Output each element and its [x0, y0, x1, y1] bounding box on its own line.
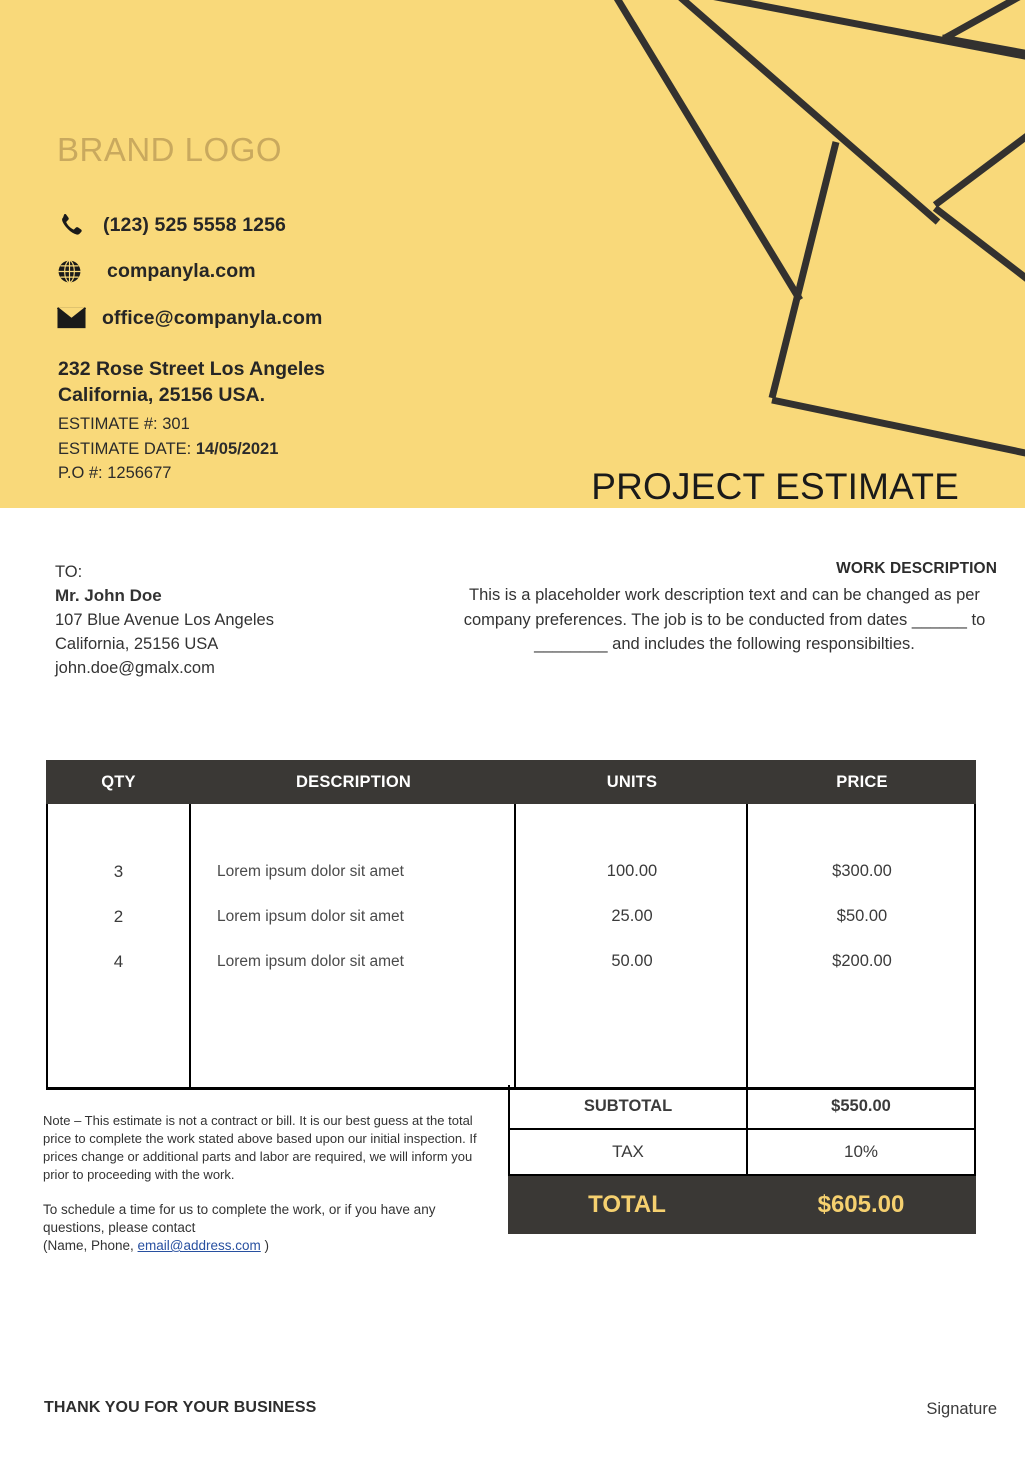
total-label: TOTAL — [588, 1191, 666, 1218]
bill-to-block — [55, 560, 274, 680]
phone-icon — [57, 210, 89, 240]
total-row — [508, 1176, 976, 1234]
column-header-price: PRICE — [836, 772, 888, 791]
note-contact-suffix: ) — [260, 1238, 270, 1253]
contact-website — [57, 256, 256, 286]
table-row — [46, 939, 976, 984]
note-contact-prefix: (Name, Phone, — [43, 1238, 138, 1253]
contact-phone-value: (123) 525 5558 1256 — [103, 213, 286, 236]
estimate-date-label: ESTIMATE DATE: — [58, 439, 196, 458]
contact-email-value: office@companyla.com — [102, 306, 323, 329]
po-number: P.O #: 1256677 — [58, 464, 172, 482]
estimate-date — [58, 437, 278, 462]
footer-signature-label: Signature — [926, 1400, 997, 1418]
column-header-units: UNITS — [606, 772, 658, 791]
page-title: PROJECT ESTIMATE — [591, 466, 959, 507]
contact-website-value: companyla.com — [107, 259, 256, 282]
items-table — [46, 760, 976, 1090]
bill-to-name: Mr. John Doe — [55, 586, 162, 605]
subtotal-value: $550.00 — [831, 1097, 891, 1115]
envelope-icon — [57, 303, 89, 333]
total-value: $605.00 — [817, 1191, 905, 1218]
footer-thank-you: THANK YOU FOR YOUR BUSINESS — [44, 1399, 317, 1416]
note-contact-line — [43, 1237, 498, 1255]
bill-to-email: john.doe@gmalx.com — [55, 659, 215, 677]
note-paragraph-2: To schedule a time for us to complete the work, or if you have any questions, please contact — [43, 1202, 436, 1235]
contact-phone — [57, 210, 286, 240]
table-row — [46, 849, 976, 894]
company-address-line1: 232 Rose Street Los Angeles — [58, 358, 325, 380]
company-address-line2: California, 25156 USA. — [58, 384, 265, 406]
notes-block — [43, 1112, 498, 1255]
estimate-meta — [58, 412, 278, 486]
globe-icon — [57, 256, 89, 286]
cell-description: Lorem ipsum dolor sit amet — [217, 952, 404, 970]
subtotal-label: SUBTOTAL — [510, 1085, 748, 1128]
work-description-title: WORK DESCRIPTION — [836, 560, 997, 577]
cell-qty: 2 — [113, 906, 124, 926]
cell-units: 25.00 — [611, 907, 653, 925]
table-rows — [46, 804, 976, 984]
column-header-description: DESCRIPTION — [296, 772, 411, 791]
work-description-block — [452, 560, 997, 657]
tax-label: TAX — [510, 1130, 748, 1174]
bill-to-address-line1: 107 Blue Avenue Los Angeles — [55, 611, 274, 629]
table-header-row — [46, 760, 976, 804]
tax-row — [508, 1130, 976, 1176]
bill-to-address-line2: California, 25156 USA — [55, 635, 219, 653]
estimate-date-value: 14/05/2021 — [195, 439, 279, 458]
company-address — [58, 356, 325, 408]
cell-price: $50.00 — [836, 907, 888, 925]
bill-to-label: TO: — [55, 563, 83, 581]
work-description-body: This is a placeholder work description text and can be changed as per company preferences. The job is to be conducted from dates ______ to ________ and includes the following responsibilties. — [463, 586, 986, 653]
column-header-qty: QTY — [101, 772, 136, 791]
note-paragraph-1: Note – This estimate is not a contract or bill. It is our best guess at the total price to complete the work stated above based upon our initial inspection. If prices change or additional parts and labor are required, we will inform you prior to proceeding with the work. — [43, 1113, 477, 1182]
document-header — [0, 0, 1025, 508]
cell-units: 50.00 — [611, 952, 653, 970]
cell-description: Lorem ipsum dolor sit amet — [217, 862, 404, 880]
cell-price: $200.00 — [832, 952, 892, 970]
cell-qty: 3 — [113, 861, 124, 881]
totals-block — [508, 1085, 976, 1234]
table-body — [46, 804, 976, 1090]
cell-qty: 4 — [113, 951, 124, 971]
table-row — [46, 894, 976, 939]
cell-price: $300.00 — [832, 862, 892, 880]
estimate-number: ESTIMATE #: 301 — [58, 415, 190, 433]
contact-email — [57, 303, 322, 333]
subtotal-row — [508, 1085, 976, 1130]
tax-value: 10% — [843, 1142, 879, 1161]
contact-email-link[interactable]: email@address.com — [137, 1238, 261, 1253]
note-spacer — [43, 1184, 498, 1201]
cell-description: Lorem ipsum dolor sit amet — [217, 907, 404, 925]
cell-units: 100.00 — [606, 862, 658, 880]
brand-logo: BRAND LOGO — [57, 131, 283, 168]
